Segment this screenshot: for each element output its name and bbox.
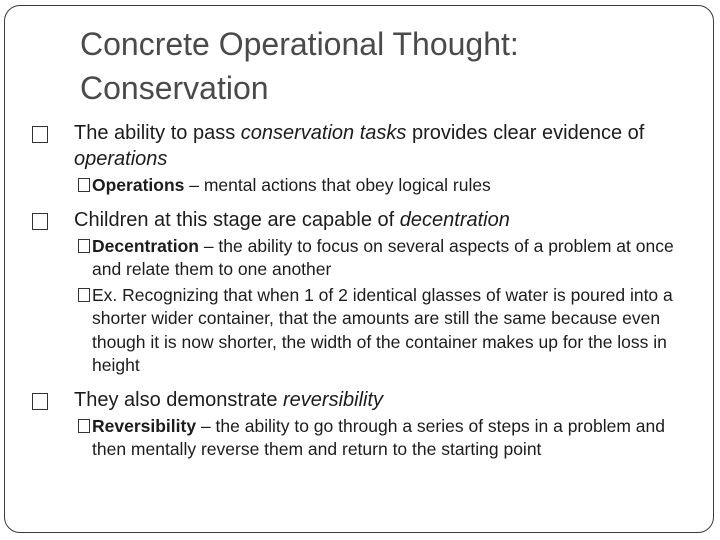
title-line-1: Concrete Operational Thought: bbox=[80, 26, 519, 62]
checkbox-bullet-icon bbox=[78, 178, 90, 192]
bullet-conservation: The ability to pass conservation tasks provides clear evidence of operations bbox=[32, 120, 692, 172]
checkbox-bullet-icon bbox=[32, 126, 48, 143]
checkbox-bullet-icon bbox=[32, 393, 48, 410]
checkbox-bullet-icon bbox=[32, 213, 48, 230]
sub-bullet-operations: Operations – mental actions that obey logical rules bbox=[32, 174, 692, 198]
checkbox-bullet-icon bbox=[78, 239, 90, 253]
bullet-decentration: Children at this stage are capable of decentration bbox=[32, 207, 692, 233]
checkbox-bullet-icon bbox=[78, 288, 90, 302]
title-line-2: Conservation bbox=[80, 70, 269, 106]
sub-bullet-reversibility: Reversibility – the ability to go through a series of steps in a problem and then mentally reverse them and return to the starting point bbox=[32, 415, 692, 462]
bullet-reversibility: They also demonstrate reversibility bbox=[32, 387, 692, 413]
slide-title bbox=[80, 22, 680, 110]
slide-body bbox=[32, 117, 692, 462]
sub-bullet-decentration: Decentration – the ability to focus on several aspects of a problem at once and relate them to one another bbox=[32, 235, 692, 282]
checkbox-bullet-icon bbox=[78, 419, 90, 433]
sub-bullet-example: Ex. Recognizing that when 1 of 2 identical glasses of water is poured into a shorter wider container, that the amounts are still the same because even though it is now shorter, the width of the container makes up for the loss in height bbox=[32, 284, 692, 378]
